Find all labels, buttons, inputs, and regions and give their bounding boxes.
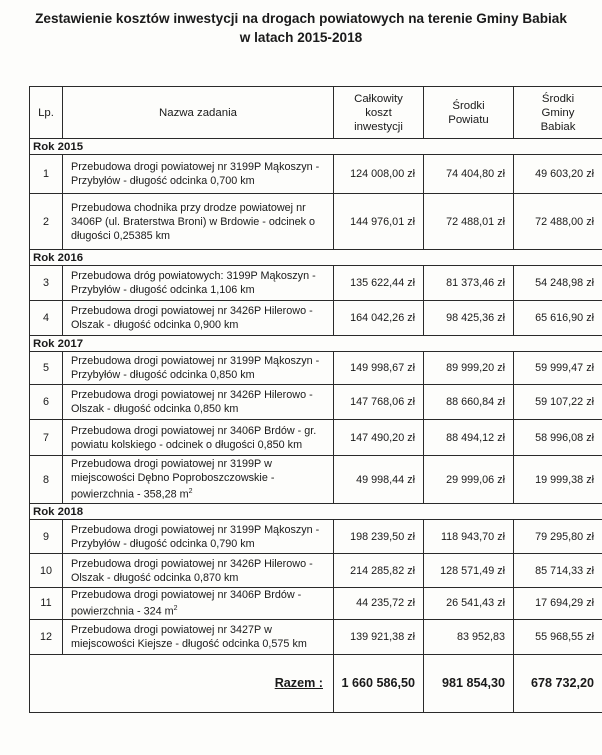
row-lp: 11: [30, 588, 63, 620]
header-commune-funds: Środki Gminy Babiak: [514, 87, 602, 139]
row-commune-funds: 54 248,98 zł: [514, 266, 602, 301]
task-name-text: Przebudowa drogi powiatowej nr 3426P Hilerowo - Olszak - długość odcinka 0,900 km: [71, 305, 313, 331]
row-task-name: [63, 385, 334, 420]
year-label: Rok 2016: [30, 250, 602, 266]
year-label: Rok 2018: [30, 504, 602, 520]
task-name-text: Przebudowa drogi powiatowej nr 3406P Brdów - powierzchnia - 324 m: [71, 589, 302, 618]
totals-row: [30, 654, 602, 712]
row-county-funds: 88 494,12 zł: [424, 420, 514, 456]
row-county-funds: 88 660,84 zł: [424, 385, 514, 420]
row-total-cost: 147 768,06 zł: [334, 385, 424, 420]
table-row: [30, 520, 602, 554]
row-task-name: [63, 194, 334, 250]
row-commune-funds: 59 107,22 zł: [514, 385, 602, 420]
row-lp: 1: [30, 155, 63, 194]
task-name-text: Przebudowa drogi powiatowej nr 3426P Hilerowo - Olszak - długość odcinka 0,870 km: [71, 557, 313, 584]
row-lp: 4: [30, 301, 63, 336]
row-commune-funds: 79 295,80 zł: [514, 520, 602, 554]
row-total-cost: 164 042,26 zł: [334, 301, 424, 336]
table-row: [30, 352, 602, 385]
row-task-name: [63, 554, 334, 588]
row-total-cost: 198 239,50 zł: [334, 520, 424, 554]
row-total-cost: 139 921,38 zł: [334, 619, 424, 654]
row-total-cost: 147 490,20 zł: [334, 420, 424, 456]
task-name-text: Przebudowa chodnika przy drodze powiatowej nr 3406P (ul. Braterstwa Broni) w Brdowie - odcinek o długości 0,25385 km: [71, 201, 316, 242]
investment-cost-table: [29, 86, 602, 713]
task-name-text: Przebudowa drogi powiatowej nr 3427P w miejscowości Kiejsze - długość odcinka 0,575 km: [71, 623, 307, 650]
task-name-text: Przebudowa drogi powiatowej nr 3426P Hilerowo - Olszak - długość odcinka 0,850 km: [71, 389, 313, 415]
row-lp: 8: [30, 456, 63, 504]
row-commune-funds: 59 999,47 zł: [514, 352, 602, 385]
row-task-name: [63, 301, 334, 336]
table-row: [30, 588, 602, 620]
table-row: [30, 554, 602, 588]
row-task-name: [63, 266, 334, 301]
table-row: [30, 619, 602, 654]
row-county-funds: 72 488,01 zł: [424, 194, 514, 250]
row-task-name: [63, 155, 334, 194]
row-commune-funds: 55 968,55 zł: [514, 619, 602, 654]
row-task-name: [63, 588, 334, 620]
unit-superscript: 2: [173, 605, 178, 612]
row-county-funds: 26 541,43 zł: [424, 588, 514, 620]
header-county-funds: Środki Powiatu: [424, 87, 514, 139]
row-county-funds: 98 425,36 zł: [424, 301, 514, 336]
table-row: [30, 194, 602, 250]
row-task-name: [63, 456, 334, 504]
row-commune-funds: 65 616,90 zł: [514, 301, 602, 336]
table-row: [30, 155, 602, 194]
header-total-cost: Całkowity koszt inwestycji: [334, 87, 424, 139]
row-lp: 5: [30, 352, 63, 385]
row-total-cost: 214 285,82 zł: [334, 554, 424, 588]
row-county-funds: 74 404,80 zł: [424, 155, 514, 194]
row-county-funds: 83 952,83: [424, 619, 514, 654]
task-name-text: Przebudowa drogi powiatowej nr 3199P Mąkoszyn - Przybyłów - długość odcinka 0,790 km: [71, 523, 320, 550]
row-lp: 9: [30, 520, 63, 554]
year-row: [30, 250, 602, 266]
row-lp: 3: [30, 266, 63, 301]
year-label: Rok 2017: [30, 336, 602, 352]
totals-county-funds: 981 854,30: [424, 654, 514, 712]
row-total-cost: 49 998,44 zł: [334, 456, 424, 504]
row-total-cost: 149 998,67 zł: [334, 352, 424, 385]
row-county-funds: 128 571,49 zł: [424, 554, 514, 588]
row-lp: 6: [30, 385, 63, 420]
totals-label: Razem :: [30, 654, 334, 712]
row-commune-funds: 19 999,38 zł: [514, 456, 602, 504]
title-line-2: w latach 2015-2018: [239, 30, 363, 45]
row-commune-funds: 85 714,33 zł: [514, 554, 602, 588]
document-title: [0, 9, 602, 47]
year-row: [30, 504, 602, 520]
row-task-name: [63, 520, 334, 554]
row-total-cost: 135 622,44 zł: [334, 266, 424, 301]
header-task-name: Nazwa zadania: [63, 87, 334, 139]
table-row: [30, 301, 602, 336]
table-row: [30, 266, 602, 301]
totals-commune-funds: 678 732,20: [514, 654, 602, 712]
row-lp: 7: [30, 420, 63, 456]
year-label: Rok 2015: [30, 139, 602, 155]
row-county-funds: 89 999,20 zł: [424, 352, 514, 385]
row-county-funds: 29 999,06 zł: [424, 456, 514, 504]
table-row: [30, 385, 602, 420]
year-row: [30, 139, 602, 155]
year-row: [30, 336, 602, 352]
header-row: [30, 87, 602, 139]
row-lp: 10: [30, 554, 63, 588]
task-name-text: Przebudowa drogi powiatowej nr 3406P Brdów - gr. powiatu kolskiego - odcinek o długości 0,850 km: [71, 424, 317, 451]
row-commune-funds: 58 996,08 zł: [514, 420, 602, 456]
row-total-cost: 44 235,72 zł: [334, 588, 424, 620]
task-name-text: Przebudowa drogi powiatowej nr 3199P w miejscowości Dębno Poproboszczowskie - powierzchnia - 358,28 m: [71, 458, 275, 501]
header-lp: Lp.: [30, 87, 63, 139]
row-total-cost: 124 008,00 zł: [334, 155, 424, 194]
row-lp: 2: [30, 194, 63, 250]
row-total-cost: 144 976,01 zł: [334, 194, 424, 250]
task-name-text: Przebudowa drogi powiatowej nr 3199P Mąkoszyn - Przybyłów - długość odcinka 0,700 km: [71, 161, 320, 187]
table-row: [30, 456, 602, 504]
row-county-funds: 81 373,46 zł: [424, 266, 514, 301]
task-name-text: Przebudowa dróg powiatowych: 3199P Mąkoszyn - Przybyłów - długość odcinka 1,106 km: [71, 270, 316, 296]
row-task-name: [63, 420, 334, 456]
row-commune-funds: 49 603,20 zł: [514, 155, 602, 194]
row-task-name: [63, 619, 334, 654]
row-county-funds: 118 943,70 zł: [424, 520, 514, 554]
title-line-1: Zestawienie kosztów inwestycji na drogach powiatowych na terenie Gminy Babiak: [35, 11, 567, 26]
row-lp: 12: [30, 619, 63, 654]
row-task-name: [63, 352, 334, 385]
row-commune-funds: 72 488,00 zł: [514, 194, 602, 250]
task-name-text: Przebudowa drogi powiatowej nr 3199P Mąkoszyn - Przybyłów - długość odcinka 0,850 km: [71, 355, 320, 381]
unit-superscript: 2: [188, 488, 193, 496]
table-row: [30, 420, 602, 456]
row-commune-funds: 17 694,29 zł: [514, 588, 602, 620]
totals-total-cost: 1 660 586,50: [334, 654, 424, 712]
